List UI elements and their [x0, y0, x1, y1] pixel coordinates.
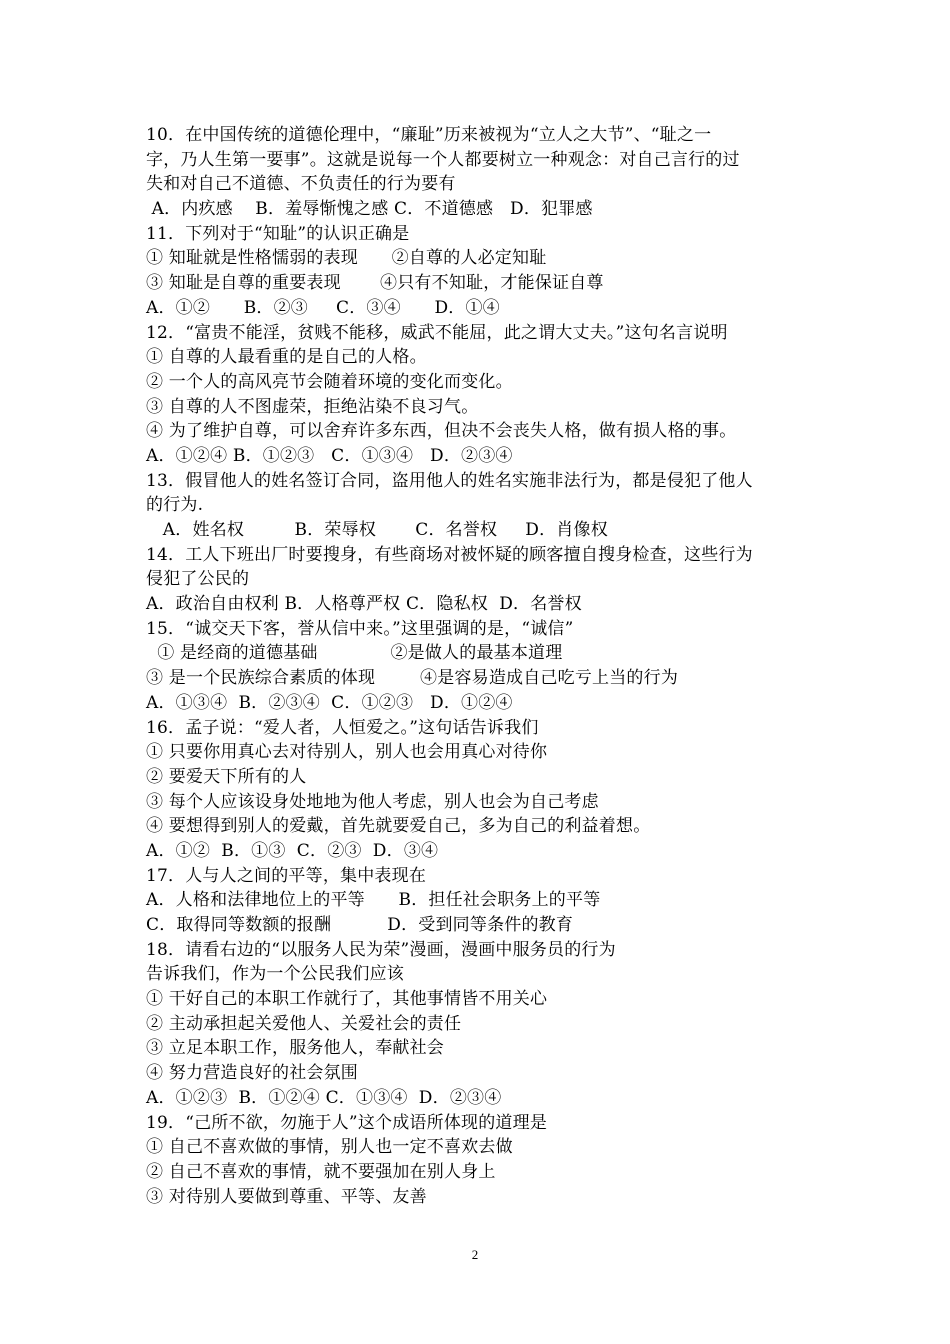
text-line: 的行为.: [146, 495, 204, 516]
text-line: A．①② B．①③ C．②③ D．③④: [146, 840, 439, 861]
question-text: [146, 123, 814, 1209]
text-line: 16．孟子说：“爱人者，人恒爱之。”这句话告诉我们: [146, 717, 539, 738]
text-line: ① 自己不喜欢做的事情，别人也一定不喜欢去做: [146, 1137, 513, 1158]
text-line: ③ 每个人应该设身处地地为他人考虑，别人也会为自己考虑: [146, 791, 599, 812]
text-line: ① 知耻就是性格懦弱的表现 ②自尊的人必定知耻: [146, 248, 547, 269]
text-line: 字，乃人生第一要事”。这就是说每一个人都要树立一种观念：对自己言行的过: [146, 149, 740, 170]
text-line: ② 要爱天下所有的人: [146, 766, 307, 787]
text-line: 失和对自己不道德、不负责任的行为要有: [146, 174, 456, 195]
text-line: ④ 为了维护自尊，可以舍弃许多东西，但决不会丧失人格，做有损人格的事。: [146, 421, 737, 442]
text-line: 侵犯了公民的: [146, 569, 250, 590]
text-line: ② 主动承担起关爱他人、关爱社会的责任: [146, 1013, 462, 1034]
text-line: A．政治自由权利 B．人格尊严权 C．隐私权 D．名誉权: [146, 594, 582, 615]
text-line: ③ 是一个民族综合素质的体现 ④是容易造成自己吃亏上当的行为: [146, 668, 679, 689]
text-line: A．姓名权 B．荣辱权 C．名誉权 D．肖像权: [146, 520, 608, 540]
text-line: 19．“己所不欲，勿施于人”这个成语所体现的道理是: [146, 1112, 548, 1133]
text-line: ③ 立足本职工作，服务他人，奉献社会: [146, 1038, 445, 1059]
text-line: 11．下列对于“知耻”的认识正确是: [146, 223, 410, 244]
text-line: A．①② B．②③ C．③④ D．①④: [146, 297, 500, 318]
text-line: 10．在中国传统的道德伦理中，“廉耻”历来被视为“立人之大节”、“耻之一: [146, 125, 712, 145]
text-line: A．①③④ B．②③④ C．①②③ D．①②④: [146, 692, 513, 713]
text-line: 15．“诚交天下客，誉从信中来。”这里强调的是，“诚信”: [146, 618, 574, 639]
text-line: ④ 要想得到别人的爱戴，首先就要爱自己，多为自己的利益着想。: [146, 816, 651, 837]
text-line: C．取得同等数额的报酬 D．受到同等条件的教育: [146, 915, 574, 935]
text-line: ① 是经商的道德基础 ②是做人的最基本道理: [146, 643, 563, 664]
text-line: ③ 知耻是自尊的重要表现 ④只有不知耻，才能保证自尊: [146, 273, 604, 294]
text-line: 18．请看右边的“以服务人民为荣”漫画，漫画中服务员的行为: [146, 939, 616, 960]
text-line: ② 一个人的高风亮节会随着环境的变化而变化。: [146, 371, 513, 392]
text-line: ④ 努力营造良好的社会氛围: [146, 1063, 359, 1084]
text-line: ③ 自尊的人不图虚荣，拒绝沾染不良习气。: [146, 396, 479, 417]
text-line: ② 自己不喜欢的事情，就不要强加在别人身上: [146, 1161, 496, 1182]
text-line: A．人格和法律地位上的平等 B．担任社会职务上的平等: [146, 890, 601, 911]
text-line: 告诉我们，作为一个公民我们应该: [146, 964, 404, 985]
text-line: ③ 对待别人要做到尊重、平等、友善: [146, 1186, 427, 1207]
text-line: A．①②③ B．①②④ C．①③④ D．②③④: [146, 1087, 502, 1108]
text-line: 12．“富贵不能淫，贫贱不能移，威武不能屈，此之谓大丈夫。”这句名言说明: [146, 322, 728, 343]
text-line: A．内疚感 B．羞辱惭愧之感 C．不道德感 D．犯罪感: [146, 199, 593, 220]
text-line: ① 只要你用真心去对待别人，别人也会用真心对待你: [146, 742, 548, 763]
page-number: 2: [471, 1247, 479, 1262]
text-line: 13．假冒他人的姓名签订合同，盗用他人的姓名实施非法行为，都是侵犯了他人: [146, 470, 753, 491]
text-line: ① 自尊的人最看重的是自己的人格。: [146, 347, 427, 368]
text-line: A．①②④ B．①②③ C．①③④ D．②③④: [146, 445, 513, 466]
text-line: 17．人与人之间的平等，集中表现在: [146, 865, 427, 886]
text-line: 14．工人下班出厂时要搜身，有些商场对被怀疑的顾客擅自搜身检查，这些行为: [146, 544, 753, 565]
text-line: ① 干好自己的本职工作就行了，其他事情皆不用关心: [146, 989, 548, 1010]
